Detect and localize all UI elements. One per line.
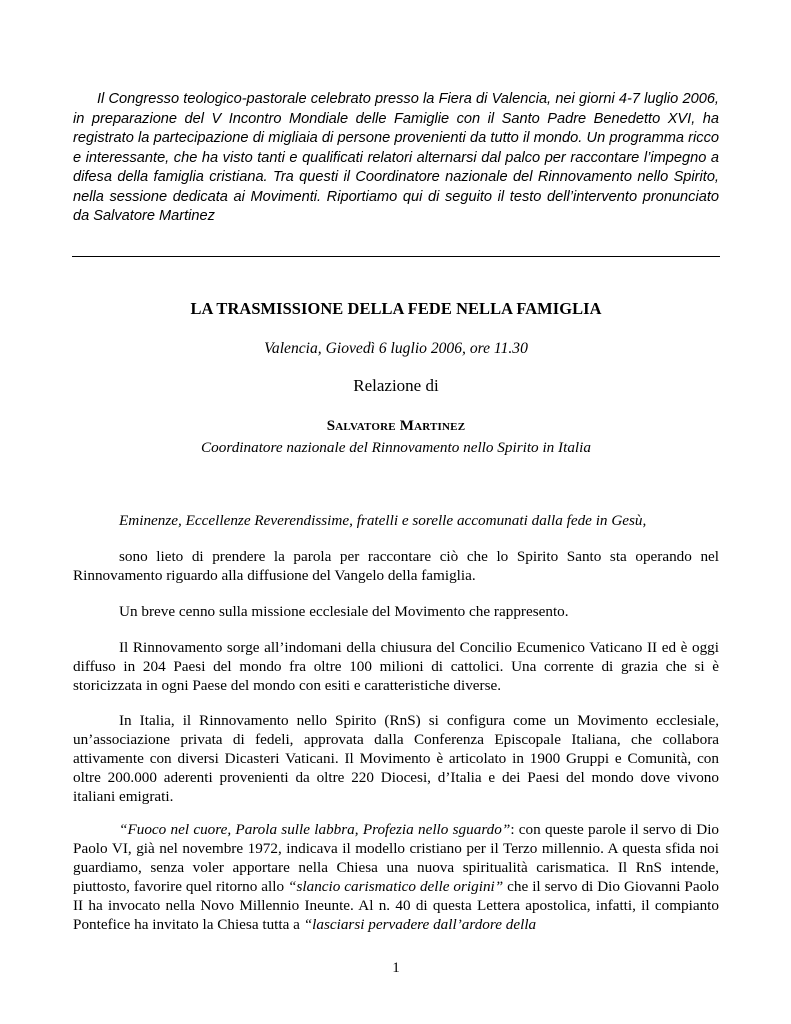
author-name: Salvatore Martinez xyxy=(326,418,466,434)
relazione-label: Relazione di xyxy=(353,376,439,395)
intro-paragraph: Il Congresso teologico-pastorale celebrato presso la Fiera di Valencia, nei giorni 4-7 luglio 2006, in preparazione del V Incontro Mondiale delle Famiglie con il Santo Padre Benedetto XVI, ha registrato la partecipazione di migliaia di persone provenienti da tutto il mondo. Un programma ricco e interessante, che ha visto tanti e qualificati relatori alternarsi dal palco per raccontare l’impegno a difesa della famiglia cristiana. Tra questi il Coordinatore nazionale del Rinnovamento nello Spirito, nella sessione dedicata ai Movimenti. Riportiamo qui di seguito il testo dell’intervento pronunciato da Salvatore Martinez xyxy=(73,91,719,224)
paragraph-text: : con queste parole il servo di Dio Paolo VI, già nel novembre 1972, indicava il modello cristiano per il Terzo millennio. A questa sfida noi guardiamo, senza voler apportare nella Chiesa una nuova spiritualità carismatica. Il RnS intende, piuttosto, favorire quel ritorno allo xyxy=(73,821,720,895)
salutation: Eminenze, Eccellenze Reverendissime, fratelli e sorelle accomunati dalla fede in Gesù, xyxy=(119,512,647,529)
horizontal-rule xyxy=(72,256,720,257)
page-number: 1 xyxy=(392,960,400,976)
quote-slancio: “slancio carismatico delle origini” xyxy=(288,878,504,895)
author-role: Coordinatore nazionale del Rinnovamento nello Spirito in Italia xyxy=(201,439,591,456)
body-paragraph-2: Un breve cenno sulla missione ecclesiale del Movimento che rappresento. xyxy=(119,603,569,620)
dateline: Valencia, Giovedì 6 luglio 2006, ore 11.30 xyxy=(264,340,528,357)
body-paragraph-4: In Italia, il Rinnovamento nello Spirito (RnS) si configura come un Movimento ecclesiale, un’associazione privata di fedeli, approvata dalla Conferenza Episcopale Italiana, che collabora attivamente con diversi Dicasteri Vaticani. Il Movimento è articolato in 1900 Gruppi e Comunità, con oltre 200.000 aderenti provenienti da oltre 220 Diocesi, d’Italia e dei Paesi del mondo dove vivono italiani emigrati. xyxy=(73,712,719,805)
body-paragraph-5 xyxy=(73,820,719,934)
paragraph-text: che il servo di Dio Giovanni Paolo II ha invocato nella Novo Millennio Ineunte. Al n. 40 di questa Lettera apostolica, infatti, il compianto Pontefice ha invitato la Chiesa tutta a xyxy=(73,878,720,933)
body-paragraph-3: Il Rinnovamento sorge all’indomani della chiusura del Concilio Ecumenico Vaticano II ed è oggi diffuso in 204 Paesi del mondo fra oltre 100 milioni di cattolici. Una corrente di grazia che si è storicizzata in ogni Paese del mondo con esiti e caratteristiche diverse. xyxy=(73,639,719,694)
body-paragraph-1: sono lieto di prendere la parola per raccontare ciò che lo Spirito Santo sta operando nel Rinnovamento riguardo alla diffusione del Vangelo della famiglia. xyxy=(73,548,719,584)
document-title: LA TRASMISSIONE DELLA FEDE NELLA FAMIGLIA xyxy=(190,299,602,318)
quote-ardore: “lasciarsi pervadere dall’ardore della xyxy=(303,916,537,933)
quote-paolo-vi: “Fuoco nel cuore, Parola sulle labbra, Profezia nello sguardo” xyxy=(119,821,511,838)
